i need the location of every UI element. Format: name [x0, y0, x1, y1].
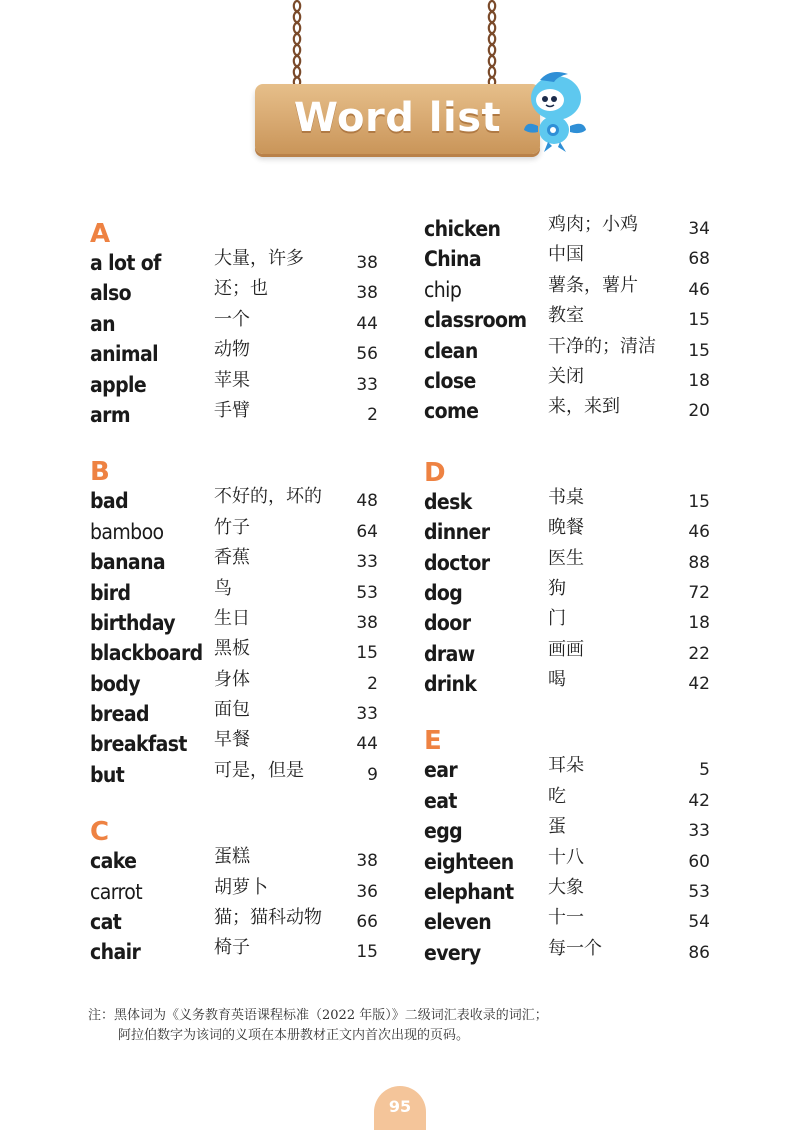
entry-word: blackboard	[90, 641, 203, 666]
entry-page: 33	[688, 821, 710, 842]
entry-page: 72	[688, 582, 710, 603]
footnote	[88, 1006, 728, 1046]
entry-meaning: 来，来到	[548, 396, 620, 418]
entry-page: 38	[356, 612, 378, 633]
entry-word: chip	[424, 277, 462, 302]
entry-meaning: 吃	[548, 785, 566, 807]
entry-page: 18	[688, 613, 710, 634]
entry-meaning: 大量，许多	[214, 248, 304, 269]
word-entry	[424, 639, 724, 669]
entry-meaning: 苹果	[214, 369, 250, 391]
entry-meaning: 十八	[548, 846, 584, 868]
entry-meaning: 手臂	[214, 399, 250, 421]
chain-right-decoration	[487, 0, 497, 88]
entry-page: 5	[699, 760, 710, 781]
entry-word: carrot	[90, 879, 143, 904]
entry-page: 88	[688, 552, 710, 573]
section-letter: E	[424, 726, 442, 757]
entry-meaning: 可是，但是	[214, 759, 304, 781]
entry-meaning: 画画	[548, 638, 584, 660]
entry-meaning: 喝	[548, 669, 566, 691]
entry-page: 44	[356, 734, 378, 755]
entry-page: 2	[367, 404, 378, 425]
entry-word: eleven	[424, 910, 492, 935]
word-entry	[424, 396, 724, 426]
entry-meaning: 狗	[548, 577, 566, 599]
entry-page: 56	[356, 344, 378, 365]
entry-page: 2	[367, 673, 378, 694]
entry-meaning: 身体	[214, 668, 250, 690]
entry-meaning: 香蕉	[214, 547, 250, 569]
entry-word: classroom	[424, 308, 527, 333]
entry-meaning: 医生	[548, 547, 584, 569]
entry-meaning: 耳朵	[548, 755, 584, 777]
entry-word: apple	[90, 372, 147, 397]
entry-word: chair	[90, 940, 141, 965]
section-c-continued	[424, 214, 724, 427]
entry-page: 66	[356, 912, 378, 933]
entry-word: but	[90, 762, 125, 787]
entry-page: 38	[356, 253, 378, 273]
entry-word: arm	[90, 402, 130, 427]
entry-page: 34	[688, 219, 710, 239]
entry-word: birthday	[90, 610, 175, 635]
entry-word: bamboo	[90, 519, 164, 544]
entry-page: 18	[688, 370, 710, 391]
entry-word: close	[424, 368, 476, 393]
word-list-left-column	[90, 214, 390, 990]
entry-page: 15	[356, 942, 378, 963]
entry-meaning: 十一	[548, 907, 584, 929]
entry-meaning: 蛋糕	[214, 846, 250, 868]
entry-meaning: 竹子	[214, 516, 250, 538]
chain-left-decoration	[292, 0, 302, 88]
entry-page: 42	[688, 790, 710, 811]
entry-word: chicken	[424, 217, 501, 241]
entry-word: a lot of	[90, 251, 161, 275]
entry-word: come	[424, 399, 479, 424]
entry-meaning: 每一个	[548, 937, 602, 959]
entry-word: drink	[424, 672, 477, 697]
entry-meaning: 生日	[214, 607, 250, 629]
entry-word: an	[90, 311, 115, 336]
entry-word: elephant	[424, 880, 514, 905]
footnote-line-1: 注：黑体词为《义务教育英语课程标准（2022 年版）》二级词汇表收录的词汇；	[88, 1008, 548, 1023]
entry-meaning: 干净的；清洁	[548, 335, 656, 357]
entry-page: 15	[356, 643, 378, 664]
word-entry	[424, 938, 724, 968]
word-entry	[90, 547, 390, 577]
footnote-line-2: 阿拉伯数字为该词的义项在本册教材正文内首次出现的页码。	[118, 1028, 470, 1043]
section-b	[90, 452, 390, 790]
entry-meaning: 椅子	[214, 937, 250, 959]
section-letter: A	[90, 219, 111, 249]
entry-page: 20	[688, 401, 710, 422]
entry-page: 48	[356, 491, 378, 512]
entry-meaning: 不好的，坏的	[214, 486, 322, 508]
entry-page: 15	[688, 340, 710, 361]
entry-page: 33	[356, 552, 378, 573]
section-a	[90, 214, 390, 430]
entry-meaning: 教室	[548, 305, 584, 327]
entry-word: desk	[424, 489, 472, 514]
word-entry	[90, 760, 390, 790]
entry-word: cake	[90, 849, 137, 874]
entry-page: 54	[688, 912, 710, 933]
entry-word: dog	[424, 580, 463, 605]
entry-word: egg	[424, 819, 463, 844]
entry-meaning: 鸟	[214, 577, 232, 599]
entry-page: 44	[356, 313, 378, 334]
section-e	[424, 721, 724, 968]
entry-meaning: 早餐	[214, 729, 250, 751]
entry-meaning: 蛋	[548, 816, 566, 838]
entry-word: ear	[424, 758, 458, 783]
word-list-right-column	[424, 214, 724, 990]
entry-meaning: 动物	[214, 339, 250, 361]
entry-word: bad	[90, 489, 128, 514]
word-entry	[424, 578, 724, 608]
entry-page: 38	[356, 283, 378, 304]
word-entry	[424, 669, 724, 699]
entry-page: 60	[688, 851, 710, 872]
entry-page: 46	[688, 279, 710, 300]
entry-word: door	[424, 611, 471, 636]
entry-meaning: 胡萝卜	[214, 876, 268, 898]
entry-page: 15	[688, 491, 710, 512]
entry-meaning: 猫；猫科动物	[214, 907, 322, 929]
word-entry	[424, 786, 724, 816]
section-letter: B	[90, 457, 110, 488]
entry-meaning: 大象	[548, 877, 584, 899]
entry-word: also	[90, 281, 132, 306]
section-d	[424, 453, 724, 700]
entry-meaning: 中国	[548, 244, 584, 266]
entry-word: cat	[90, 910, 122, 935]
entry-meaning: 关闭	[548, 365, 584, 387]
word-entry	[424, 755, 724, 785]
entry-page: 9	[367, 764, 378, 785]
entry-word: dinner	[424, 520, 490, 545]
entry-meaning: 黑板	[214, 638, 250, 660]
entry-word: banana	[90, 550, 166, 575]
entry-word: bread	[90, 702, 149, 727]
entry-page: 33	[356, 374, 378, 395]
entry-word: doctor	[424, 550, 490, 575]
entry-page: 42	[688, 674, 710, 695]
entry-meaning: 还；也	[214, 278, 268, 300]
entry-page: 64	[356, 521, 378, 542]
word-entry	[90, 400, 390, 430]
page-number: 95	[388, 1096, 412, 1116]
entry-meaning: 一个	[214, 308, 250, 330]
entry-word: breakfast	[90, 732, 187, 757]
word-entry	[424, 548, 724, 578]
entry-word: draw	[424, 641, 475, 666]
entry-page: 33	[356, 704, 378, 725]
robot-mascot-icon	[520, 68, 592, 152]
section-letter: D	[424, 457, 446, 488]
entry-meaning: 晚餐	[548, 517, 584, 539]
entry-word: every	[424, 940, 481, 965]
entry-page: 53	[688, 882, 710, 903]
entry-word: eighteen	[424, 849, 514, 874]
entry-page: 22	[688, 643, 710, 664]
entry-meaning: 薯条，薯片	[548, 274, 638, 296]
entry-word: China	[424, 247, 481, 272]
entry-meaning: 书桌	[548, 486, 584, 508]
entry-page: 53	[356, 582, 378, 603]
title-sign	[255, 84, 540, 154]
entry-page: 36	[356, 881, 378, 902]
entry-word: body	[90, 671, 140, 696]
entry-word: clean	[424, 338, 478, 363]
entry-meaning: 门	[548, 608, 566, 630]
entry-page: 38	[356, 851, 378, 872]
entry-meaning: 面包	[214, 699, 250, 721]
entry-word: bird	[90, 580, 131, 605]
entry-page: 15	[688, 310, 710, 331]
entry-page: 46	[688, 522, 710, 543]
entry-page: 68	[688, 249, 710, 270]
entry-page: 86	[688, 942, 710, 963]
section-c	[90, 812, 390, 968]
entry-word: animal	[90, 342, 158, 367]
entry-meaning: 鸡肉；小鸡	[548, 214, 638, 235]
page-number-tab	[374, 1086, 426, 1130]
page-title: Word list	[293, 95, 502, 141]
word-entry	[90, 937, 390, 967]
entry-word: eat	[424, 788, 457, 813]
section-letter: C	[90, 817, 110, 848]
